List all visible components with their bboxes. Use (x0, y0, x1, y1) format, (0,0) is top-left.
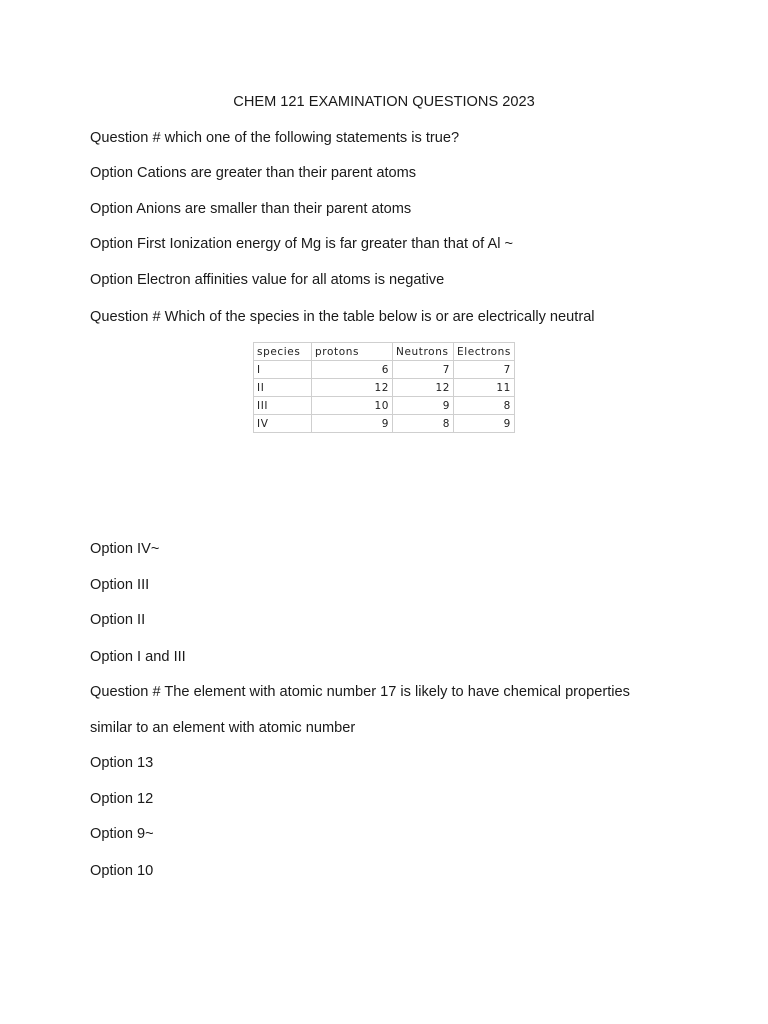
cell-electrons: 8 (454, 397, 515, 415)
table-row (254, 361, 515, 379)
question-2: Question # Which of the species in the table below is or are electrically neutral (90, 309, 595, 325)
cell-protons: 12 (312, 379, 393, 397)
question-1: Question # which one of the following statements is true? (90, 130, 460, 146)
q3-option-2: Option 12 (90, 791, 154, 807)
question-3-line-2: similar to an element with atomic number (90, 720, 356, 736)
cell-species: IV (254, 415, 312, 433)
q1-option-3: Option First Ionization energy of Mg is far greater than that of Al ~ (90, 236, 514, 252)
q1-option-2: Option Anions are smaller than their parent atoms (90, 201, 412, 217)
q2-option-2: Option III (90, 577, 150, 593)
document-title: CHEM 121 EXAMINATION QUESTIONS 2023 (233, 94, 535, 110)
header-neutrons: Neutrons (393, 343, 454, 361)
table-row (254, 415, 515, 433)
question-3-line-1: Question # The element with atomic number 17 is likely to have chemical properties (90, 684, 630, 700)
cell-neutrons: 9 (393, 397, 454, 415)
q1-option-1: Option Cations are greater than their parent atoms (90, 165, 417, 181)
cell-protons: 10 (312, 397, 393, 415)
table-header-row (254, 343, 515, 361)
cell-protons: 9 (312, 415, 393, 433)
cell-protons: 6 (312, 361, 393, 379)
header-protons: protons (312, 343, 393, 361)
q2-option-1: Option IV~ (90, 541, 160, 557)
q3-option-1: Option 13 (90, 755, 154, 771)
q3-option-4: Option 10 (90, 863, 154, 879)
q1-option-4: Option Electron affinities value for all atoms is negative (90, 272, 445, 288)
cell-electrons: 11 (454, 379, 515, 397)
cell-electrons: 7 (454, 361, 515, 379)
q2-option-4: Option I and III (90, 649, 186, 665)
table-row (254, 397, 515, 415)
header-species: species (254, 343, 312, 361)
cell-species: II (254, 379, 312, 397)
q3-option-3: Option 9~ (90, 826, 154, 842)
cell-electrons: 9 (454, 415, 515, 433)
cell-neutrons: 12 (393, 379, 454, 397)
cell-neutrons: 8 (393, 415, 454, 433)
cell-neutrons: 7 (393, 361, 454, 379)
cell-species: I (254, 361, 312, 379)
q2-option-3: Option II (90, 612, 146, 628)
header-electrons: Electrons (454, 343, 515, 361)
table-row (254, 379, 515, 397)
cell-species: III (254, 397, 312, 415)
species-table (253, 342, 515, 433)
